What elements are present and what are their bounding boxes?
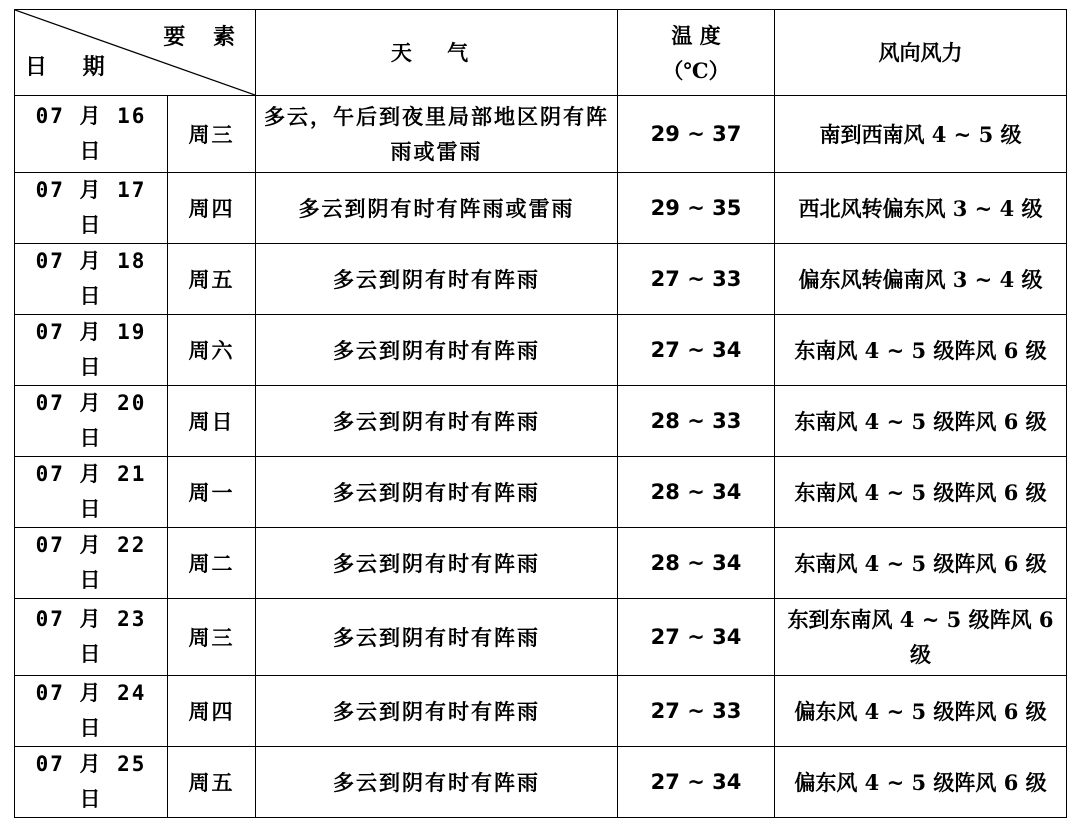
weather-cell: 多云到阴有时有阵雨 [256, 386, 618, 457]
weather-header: 天 气 [256, 10, 618, 96]
forecast-row [15, 457, 1067, 528]
weather-cell: 多云到阴有时有阵雨 [256, 315, 618, 386]
temperature-unit: （℃） [662, 57, 730, 83]
header-row [15, 10, 1067, 96]
temperature-cell: 27 ~ 34 [618, 599, 775, 676]
temperature-cell: 29 ~ 35 [618, 173, 775, 244]
date-cell: 07 月 16 日 [15, 96, 168, 173]
wind-cell: 东南风 4 ~ 5 级阵风 6 级 [775, 457, 1067, 528]
wind-header: 风向风力 [775, 10, 1067, 96]
weekday-cell: 周三 [168, 599, 256, 676]
weather-cell: 多云到阴有时有阵雨或雷雨 [256, 173, 618, 244]
date-cell: 07 月 19 日 [15, 315, 168, 386]
temperature-cell: 28 ~ 33 [618, 386, 775, 457]
forecast-row [15, 528, 1067, 599]
weekday-cell: 周二 [168, 528, 256, 599]
weather-cell: 多云到阴有时有阵雨 [256, 457, 618, 528]
weather-cell: 多云到阴有时有阵雨 [256, 244, 618, 315]
wind-cell: 偏东风 4 ~ 5 级阵风 6 级 [775, 747, 1067, 818]
weekday-cell: 周六 [168, 315, 256, 386]
weekday-cell: 周五 [168, 747, 256, 818]
wind-cell: 东到东南风 4 ~ 5 级阵风 6 级 [775, 599, 1067, 676]
weather-cell: 多云到阴有时有阵雨 [256, 676, 618, 747]
element-label: 要 素 [163, 24, 245, 50]
weekday-cell: 周四 [168, 173, 256, 244]
temperature-cell: 27 ~ 33 [618, 676, 775, 747]
weather-cell: 多云到阴有时有阵雨 [256, 528, 618, 599]
wind-cell: 偏东风 4 ~ 5 级阵风 6 级 [775, 676, 1067, 747]
wind-cell: 东南风 4 ~ 5 级阵风 6 级 [775, 528, 1067, 599]
temperature-cell: 27 ~ 33 [618, 244, 775, 315]
date-cell: 07 月 25 日 [15, 747, 168, 818]
temperature-cell: 29 ~ 37 [618, 96, 775, 173]
weather-cell: 多云到阴有时有阵雨 [256, 599, 618, 676]
temperature-header [618, 10, 775, 96]
date-cell: 07 月 20 日 [15, 386, 168, 457]
weekday-cell: 周五 [168, 244, 256, 315]
temperature-cell: 28 ~ 34 [618, 528, 775, 599]
temperature-label: 温 度 [671, 22, 721, 48]
date-cell: 07 月 23 日 [15, 599, 168, 676]
date-cell: 07 月 21 日 [15, 457, 168, 528]
forecast-row [15, 173, 1067, 244]
cropped-title-remnant [0, 0, 1080, 8]
date-cell: 07 月 22 日 [15, 528, 168, 599]
forecast-row [15, 386, 1067, 457]
forecast-row [15, 599, 1067, 676]
forecast-row [15, 315, 1067, 386]
forecast-row [15, 676, 1067, 747]
forecast-row [15, 96, 1067, 173]
temperature-cell: 27 ~ 34 [618, 315, 775, 386]
temperature-cell: 28 ~ 34 [618, 457, 775, 528]
wind-cell: 偏东风转偏南风 3 ~ 4 级 [775, 244, 1067, 315]
wind-cell: 东南风 4 ~ 5 级阵风 6 级 [775, 315, 1067, 386]
date-label: 日 期 [25, 54, 119, 80]
forecast-table [14, 9, 1067, 818]
date-cell: 07 月 17 日 [15, 173, 168, 244]
temperature-cell: 27 ~ 34 [618, 747, 775, 818]
forecast-row [15, 747, 1067, 818]
date-cell: 07 月 24 日 [15, 676, 168, 747]
weather-cell: 多云到阴有时有阵雨 [256, 747, 618, 818]
diagonal-header-cell [15, 10, 256, 96]
weekday-cell: 周一 [168, 457, 256, 528]
wind-cell: 西北风转偏东风 3 ~ 4 级 [775, 173, 1067, 244]
forecast-row [15, 244, 1067, 315]
date-cell: 07 月 18 日 [15, 244, 168, 315]
wind-cell: 南到西南风 4 ~ 5 级 [775, 96, 1067, 173]
wind-cell: 东南风 4 ~ 5 级阵风 6 级 [775, 386, 1067, 457]
weekday-cell: 周四 [168, 676, 256, 747]
weekday-cell: 周三 [168, 96, 256, 173]
weekday-cell: 周日 [168, 386, 256, 457]
weather-cell: 多云，午后到夜里局部地区阴有阵雨或雷雨 [256, 96, 618, 173]
